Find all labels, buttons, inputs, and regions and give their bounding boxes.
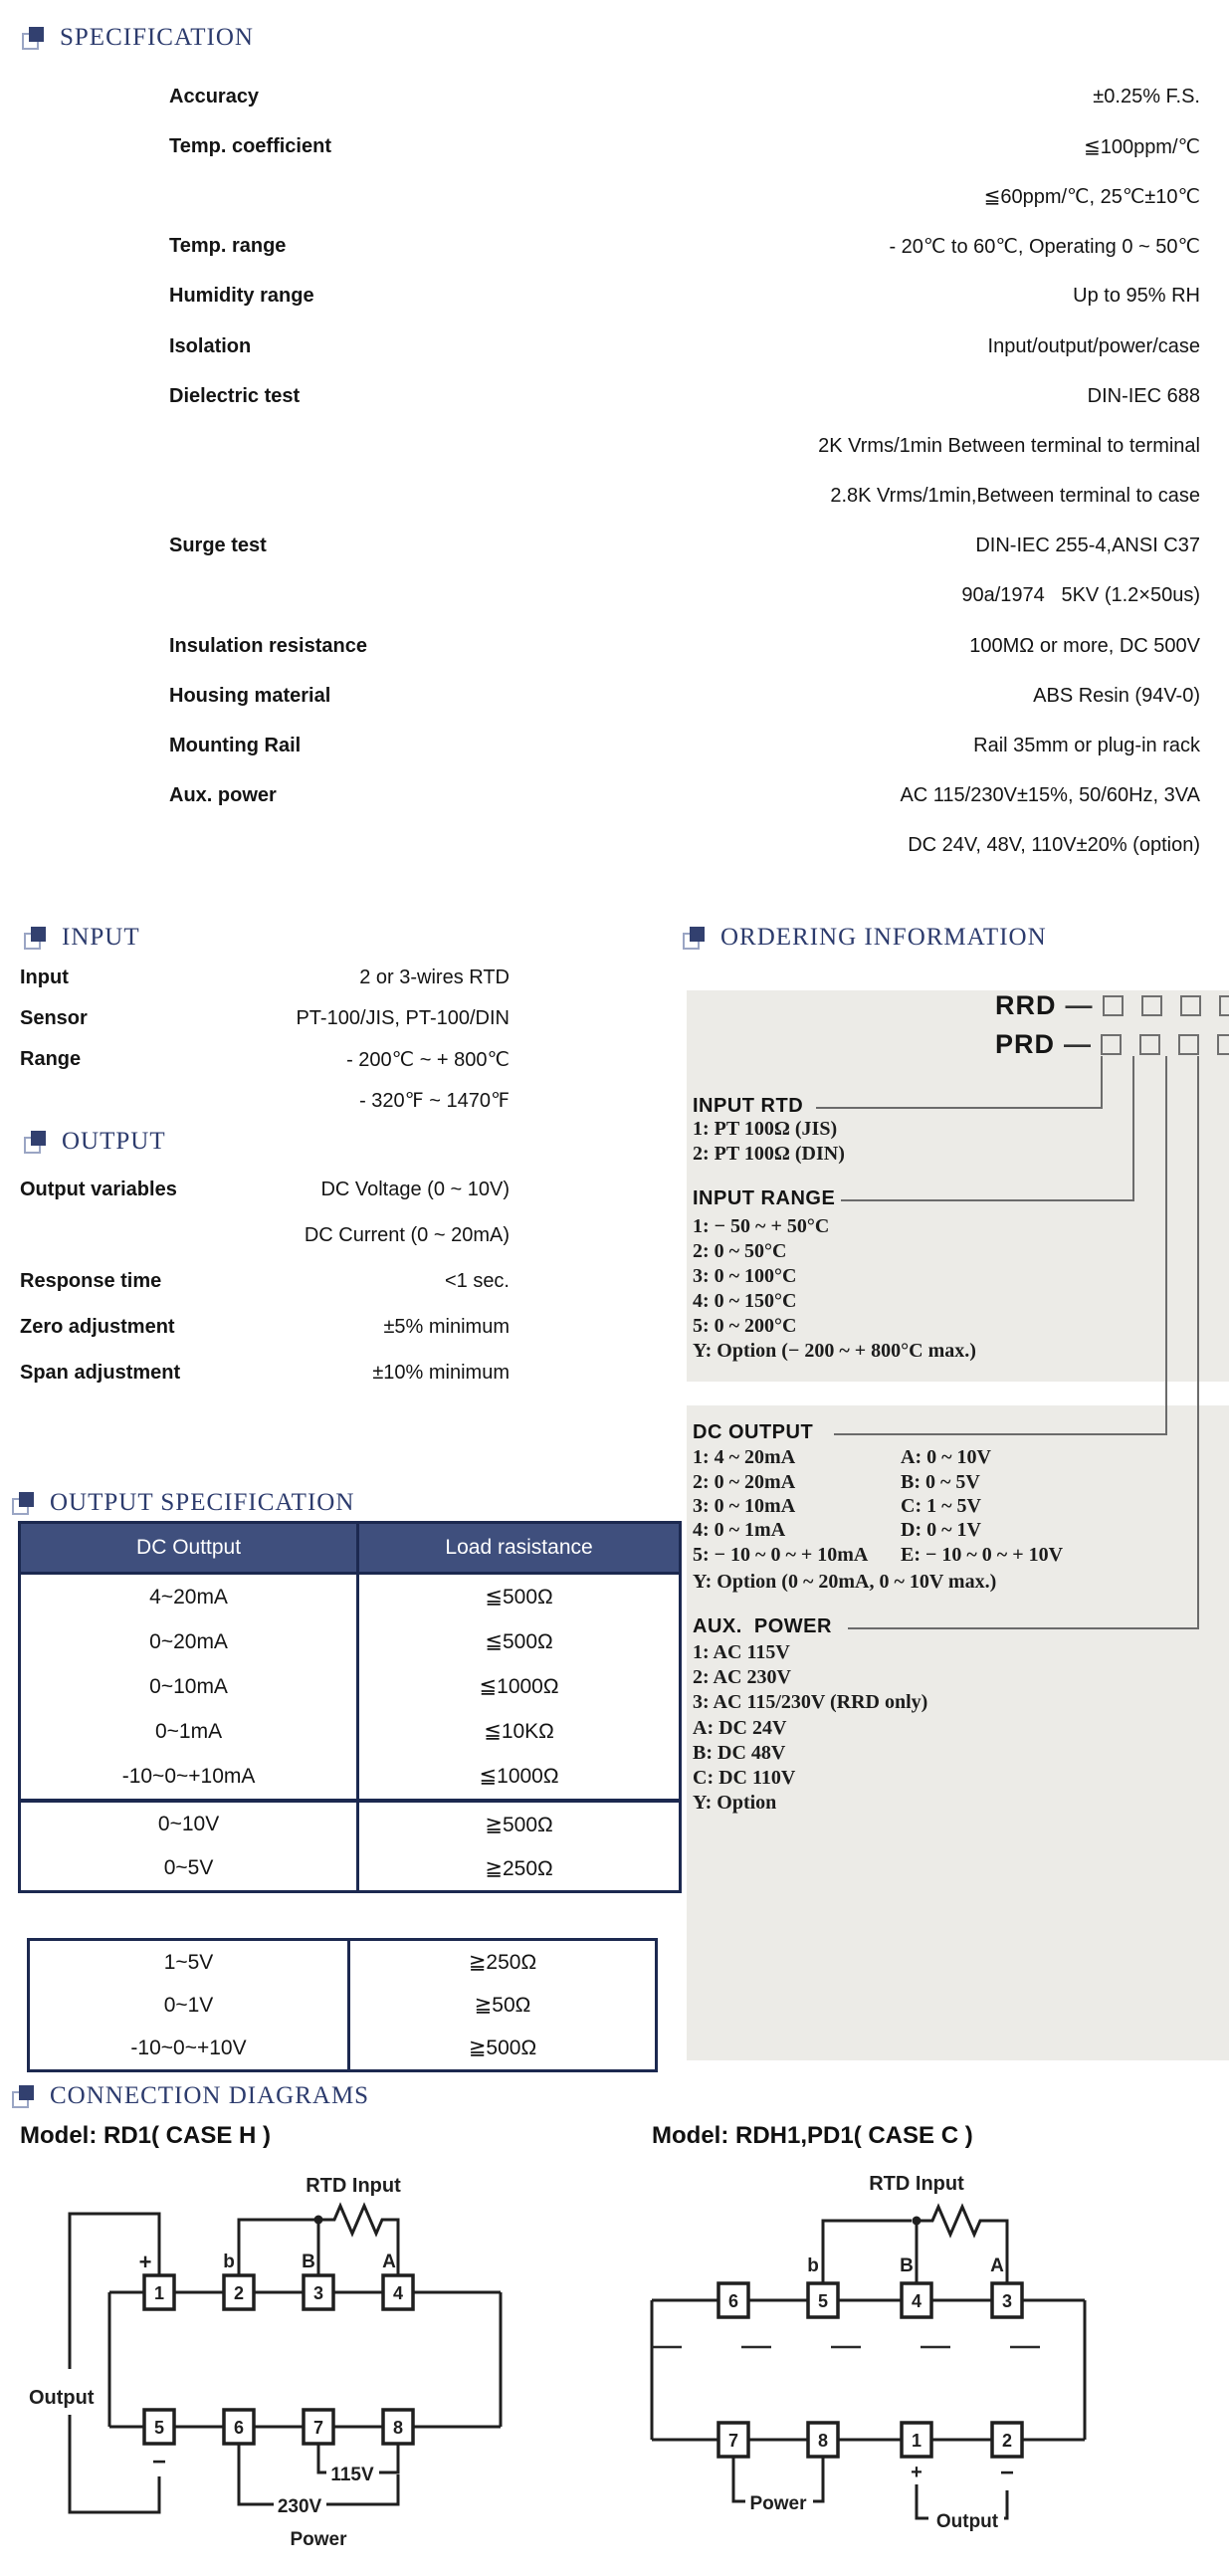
output-row	[20, 1350, 510, 1395]
ordering-item: C: 1 ~ 5V	[901, 1495, 981, 1517]
load-resistance-table	[18, 1521, 682, 1893]
spec-value: AC 115/230V±15%, 50/60Hz, 3VA	[900, 784, 1200, 807]
table-row	[30, 1984, 655, 2027]
table-row	[21, 1575, 679, 1619]
terminal-number: 8	[392, 2418, 404, 2438]
ordering-group-title: INPUT RANGE	[693, 1187, 836, 1209]
section-bullet-icon	[12, 2085, 35, 2108]
section-title: OUTPUT SPECIFICATION	[50, 1489, 355, 1516]
spec-label: Dielectric test	[169, 384, 301, 407]
spec-label: Aux. power	[169, 784, 277, 807]
voltage-230-label: 230V	[277, 2496, 322, 2517]
model-code-row	[995, 990, 1229, 1021]
ordering-item: B: 0 ~ 5V	[901, 1471, 980, 1493]
spec-row	[169, 721, 1200, 770]
dash: —	[1065, 990, 1094, 1020]
ordering-item: 4: 0 ~ 150°C	[693, 1290, 797, 1312]
ordering-item: 1: 4 ~ 20mA	[693, 1446, 796, 1468]
spec-label: Housing material	[169, 684, 331, 707]
ordering-group-title: AUX. POWER	[693, 1615, 832, 1637]
input-row	[20, 1039, 510, 1080]
input-header	[24, 924, 140, 952]
specification-header	[22, 24, 254, 52]
power-label: Power	[749, 2493, 807, 2514]
input-row	[20, 958, 510, 998]
spec-row	[169, 171, 1200, 221]
table-cell: ≦500Ω	[485, 1630, 553, 1653]
table-row	[21, 1664, 679, 1709]
spec-value: Up to 95% RH	[1073, 285, 1200, 308]
section-title: INPUT	[62, 924, 140, 951]
spec-row	[169, 322, 1200, 371]
terminal-number: 1	[153, 2283, 165, 2303]
terminal-number: 7	[727, 2431, 739, 2451]
output-value: DC Voltage (0 ~ 10V)	[320, 1178, 510, 1200]
table-cell: ≦500Ω	[485, 1586, 553, 1609]
model-digit-box	[1219, 995, 1229, 1016]
model-code: RRD	[995, 990, 1057, 1020]
rtd-input-label: RTD Input	[869, 2173, 964, 2195]
spec-row	[169, 222, 1200, 272]
table-row	[21, 1846, 679, 1890]
model-digit-box	[1141, 995, 1162, 1016]
ordering-item: A: 0 ~ 10V	[901, 1446, 991, 1468]
output-label: Output	[935, 2511, 999, 2532]
ordering-item: Y: Option (− 200 ~ + 800°C max.)	[693, 1340, 976, 1362]
table-cell: 1~5V	[30, 1941, 350, 1984]
output-row	[20, 1258, 510, 1304]
section-title: CONNECTION DIAGRAMS	[50, 2082, 370, 2109]
table-header-row	[21, 1524, 679, 1575]
ordering-item: 3: AC 115/230V (RRD only)	[693, 1691, 928, 1713]
model-digit-box	[1101, 1034, 1122, 1055]
model-digit-box	[1217, 1034, 1229, 1055]
output-value: DC Current (0 ~ 20mA)	[304, 1223, 510, 1246]
spec-row	[169, 472, 1200, 522]
load-resistance-table-2	[27, 1938, 658, 2072]
spec-value: Input/output/power/case	[987, 334, 1200, 357]
plus-terminal-label: +	[138, 2250, 152, 2274]
section-bullet-icon	[22, 27, 45, 50]
spec-value: ±0.25% F.S.	[1093, 85, 1200, 107]
output-label: Response time	[20, 1269, 162, 1292]
spec-value: 100MΩ or more, DC 500V	[969, 634, 1200, 657]
spec-label: Humidity range	[169, 285, 314, 308]
table-cell: 0~20mA	[21, 1619, 359, 1664]
table-header-cell: Load rasistance	[445, 1536, 593, 1559]
input-value: - 200℃ ~ + 800℃	[346, 1049, 510, 1071]
table-cell: 0~10V	[21, 1803, 359, 1846]
table-cell: ≦10KΩ	[484, 1720, 554, 1743]
ordering-item: Y: Option	[693, 1792, 777, 1814]
model-label-left: Model: RD1( CASE H )	[20, 2122, 271, 2149]
wire	[109, 2292, 501, 2427]
table-cell: -10~0~+10mA	[21, 1754, 359, 1799]
wire	[109, 2292, 383, 2427]
wire-label-B: B	[900, 2255, 914, 2276]
table-row	[21, 1709, 679, 1754]
spec-value: ≦60ppm/℃, 25℃±10℃	[983, 185, 1200, 208]
table-cell: 0~1mA	[21, 1709, 359, 1754]
spec-row	[169, 371, 1200, 421]
terminal-number: 4	[911, 2291, 922, 2311]
wiring-diagram-rd1	[25, 2158, 582, 2574]
spec-row	[169, 72, 1200, 121]
output-header	[24, 1128, 166, 1156]
terminal-number: 5	[817, 2291, 829, 2311]
table-cell: 0~1V	[30, 1984, 350, 2027]
section-bullet-icon	[683, 927, 706, 950]
input-row	[20, 1080, 510, 1121]
table-cell: ≧250Ω	[468, 1951, 537, 1974]
output-label: Span adjustment	[20, 1361, 181, 1384]
input-label: Input	[20, 966, 69, 988]
input-rows	[20, 958, 510, 1121]
terminal-number: 3	[312, 2283, 324, 2303]
section-bullet-icon	[24, 927, 47, 950]
spec-row	[169, 621, 1200, 671]
output-value: ±10% minimum	[372, 1361, 510, 1384]
minus-terminal-label: −	[999, 2460, 1015, 2486]
wire-label-B: B	[302, 2252, 315, 2272]
terminal-number: 5	[153, 2418, 165, 2438]
table-cell: ≧500Ω	[485, 1813, 553, 1836]
wire-label-b: b	[807, 2255, 819, 2276]
output-value: ±5% minimum	[383, 1315, 510, 1338]
specification-rows	[169, 72, 1200, 871]
model-digit-box	[1139, 1034, 1160, 1055]
input-value: 2 or 3-wires RTD	[359, 966, 510, 988]
section-bullet-icon	[12, 1492, 35, 1515]
section-title: SPECIFICATION	[60, 24, 254, 51]
ordering-item: 3: 0 ~ 10mA	[693, 1495, 796, 1517]
output-label: Output	[29, 2387, 95, 2409]
ordering-item: 5: 0 ~ 200°C	[693, 1315, 797, 1337]
wire-label-A: A	[382, 2252, 396, 2272]
table-cell: 0~10mA	[21, 1664, 359, 1709]
input-row	[20, 998, 510, 1039]
spec-row	[169, 272, 1200, 322]
spec-value: Rail 35mm or plug-in rack	[973, 735, 1200, 757]
spec-value: DIN-IEC 688	[1087, 384, 1200, 407]
spec-value: - 20℃ to 60℃, Operating 0 ~ 50℃	[889, 236, 1200, 259]
spec-row	[169, 671, 1200, 721]
ordering-item: C: DC 110V	[693, 1767, 796, 1789]
ordering-item: 2: 0 ~ 50°C	[693, 1240, 787, 1262]
spec-value: ABS Resin (94V-0)	[1033, 684, 1200, 707]
table-row	[21, 1754, 679, 1799]
ordering-item: 5: − 10 ~ 0 ~ + 10mA	[693, 1544, 869, 1566]
connector-line	[1197, 1056, 1199, 1629]
input-label: Range	[20, 1048, 82, 1070]
terminal-number: 8	[817, 2431, 829, 2451]
output-specification-header	[12, 1489, 354, 1517]
spec-row	[169, 522, 1200, 571]
voltage-115-label: 115V	[330, 2465, 374, 2485]
ordering-item: 2: 0 ~ 20mA	[693, 1471, 796, 1493]
model-digit-box	[1178, 1034, 1199, 1055]
output-rows	[20, 1167, 510, 1395]
table-cell: ≧500Ω	[468, 2037, 537, 2059]
model-code: PRD	[995, 1029, 1056, 1059]
model-label-right: Model: RDH1,PD1( CASE C )	[652, 2122, 973, 2149]
power-label: Power	[290, 2529, 347, 2550]
terminal-number: 6	[233, 2418, 245, 2438]
table-row	[21, 1619, 679, 1664]
output-row	[20, 1167, 510, 1212]
section-title: OUTPUT	[62, 1128, 166, 1155]
terminal-number: 4	[392, 2283, 404, 2303]
table-cell: ≦1000Ω	[479, 1675, 559, 1698]
spec-row	[169, 121, 1200, 171]
spec-label: Temp. range	[169, 235, 287, 258]
dash: —	[1064, 1029, 1093, 1059]
terminal-number: 6	[727, 2291, 739, 2311]
ordering-item: D: 0 ~ 1V	[901, 1519, 981, 1541]
table-row	[30, 1941, 655, 1984]
wire-label-b: b	[223, 2252, 235, 2272]
connector-line	[1101, 1056, 1103, 1109]
connector-line	[816, 1107, 1103, 1109]
spec-value: 2.8K Vrms/1min,Between terminal to case	[830, 485, 1200, 508]
spec-label: Insulation resistance	[169, 634, 367, 657]
connector-line	[841, 1199, 1134, 1201]
table-cell: ≦1000Ω	[479, 1765, 559, 1788]
table-cell: ≧250Ω	[485, 1856, 553, 1880]
ordering-item: Y: Option (0 ~ 20mA, 0 ~ 10V max.)	[693, 1571, 997, 1593]
ordering-item: E: − 10 ~ 0 ~ + 10V	[901, 1544, 1064, 1566]
spec-value: DC 24V, 48V, 110V±20% (option)	[908, 834, 1200, 857]
spec-value: ≦100ppm/℃	[1083, 135, 1200, 158]
input-value: - 320℉ ~ 1470℉	[359, 1090, 510, 1112]
input-value: PT-100/JIS, PT-100/DIN	[296, 1007, 510, 1029]
spec-label: Mounting Rail	[169, 735, 302, 757]
plus-terminal-label: +	[911, 2462, 922, 2483]
spec-value: 90a/1974 5KV (1.2×50us)	[961, 584, 1200, 607]
output-row	[20, 1212, 510, 1258]
wire-label-A: A	[990, 2255, 1004, 2276]
spec-value: 2K Vrms/1min Between terminal to terminal	[818, 434, 1200, 457]
output-label: Output variables	[20, 1178, 177, 1200]
ordering-item: 2: AC 230V	[693, 1666, 791, 1688]
ordering-item: 1: PT 100Ω (JIS)	[693, 1118, 838, 1140]
terminal-number: 3	[1001, 2291, 1013, 2311]
ordering-group-title: INPUT RTD	[693, 1095, 804, 1117]
ordering-item: 2: PT 100Ω (DIN)	[693, 1143, 845, 1165]
input-label: Sensor	[20, 1007, 88, 1029]
ordering-group-title: DC OUTPUT	[693, 1421, 814, 1443]
spec-value: DIN-IEC 255-4,ANSI C37	[975, 535, 1200, 557]
table-cell: ≧50Ω	[474, 1994, 531, 2017]
wire	[652, 2300, 1085, 2440]
output-label: Zero adjustment	[20, 1315, 175, 1338]
model-code-row	[995, 1029, 1229, 1060]
junction-dot	[913, 2217, 922, 2226]
output-row	[20, 1304, 510, 1350]
connection-diagrams-header	[12, 2082, 369, 2110]
connector-line	[1132, 1056, 1134, 1201]
table-cell: 4~20mA	[21, 1575, 359, 1619]
spec-label: Accuracy	[169, 85, 260, 107]
terminal-number: 1	[911, 2431, 922, 2451]
spec-row	[169, 571, 1200, 621]
table-cell: -10~0~+10V	[30, 2027, 350, 2069]
spec-label: Isolation	[169, 334, 252, 357]
ordering-information-header	[683, 924, 1047, 952]
wiring-diagram-rdh1-pd1	[622, 2158, 1209, 2574]
ordering-item: 1: − 50 ~ + 50°C	[693, 1215, 830, 1237]
ordering-item: 1: AC 115V	[693, 1641, 790, 1663]
terminal-number: 2	[233, 2283, 245, 2303]
table-header-cell: DC Outtput	[21, 1524, 359, 1572]
spec-label: Temp. coefficient	[169, 134, 331, 157]
ordering-item: B: DC 48V	[693, 1742, 786, 1764]
table-row	[30, 2027, 655, 2069]
spec-label: Surge test	[169, 535, 267, 557]
junction-dot	[314, 2216, 323, 2225]
model-digit-box	[1103, 995, 1124, 1016]
model-digit-box	[1180, 995, 1201, 1016]
spec-row	[169, 821, 1200, 871]
ordering-diagram	[687, 990, 1229, 2070]
rtd-input-label: RTD Input	[306, 2175, 401, 2197]
connector-line	[848, 1627, 1199, 1629]
connector-line	[834, 1433, 1167, 1435]
ordering-item: 4: 0 ~ 1mA	[693, 1519, 786, 1541]
spec-row	[169, 771, 1200, 821]
section-bullet-icon	[24, 1131, 47, 1154]
table-row	[21, 1799, 679, 1846]
connector-line	[1165, 1056, 1167, 1435]
minus-terminal-label: −	[151, 2449, 167, 2475]
table-cell: 0~5V	[21, 1846, 359, 1890]
terminal-number: 2	[1001, 2431, 1013, 2451]
ordering-item: A: DC 24V	[693, 1717, 787, 1739]
output-value: <1 sec.	[444, 1269, 510, 1292]
ordering-item: 3: 0 ~ 100°C	[693, 1265, 797, 1287]
terminal-number: 7	[312, 2418, 324, 2438]
section-title: ORDERING INFORMATION	[720, 924, 1047, 951]
spec-row	[169, 421, 1200, 471]
